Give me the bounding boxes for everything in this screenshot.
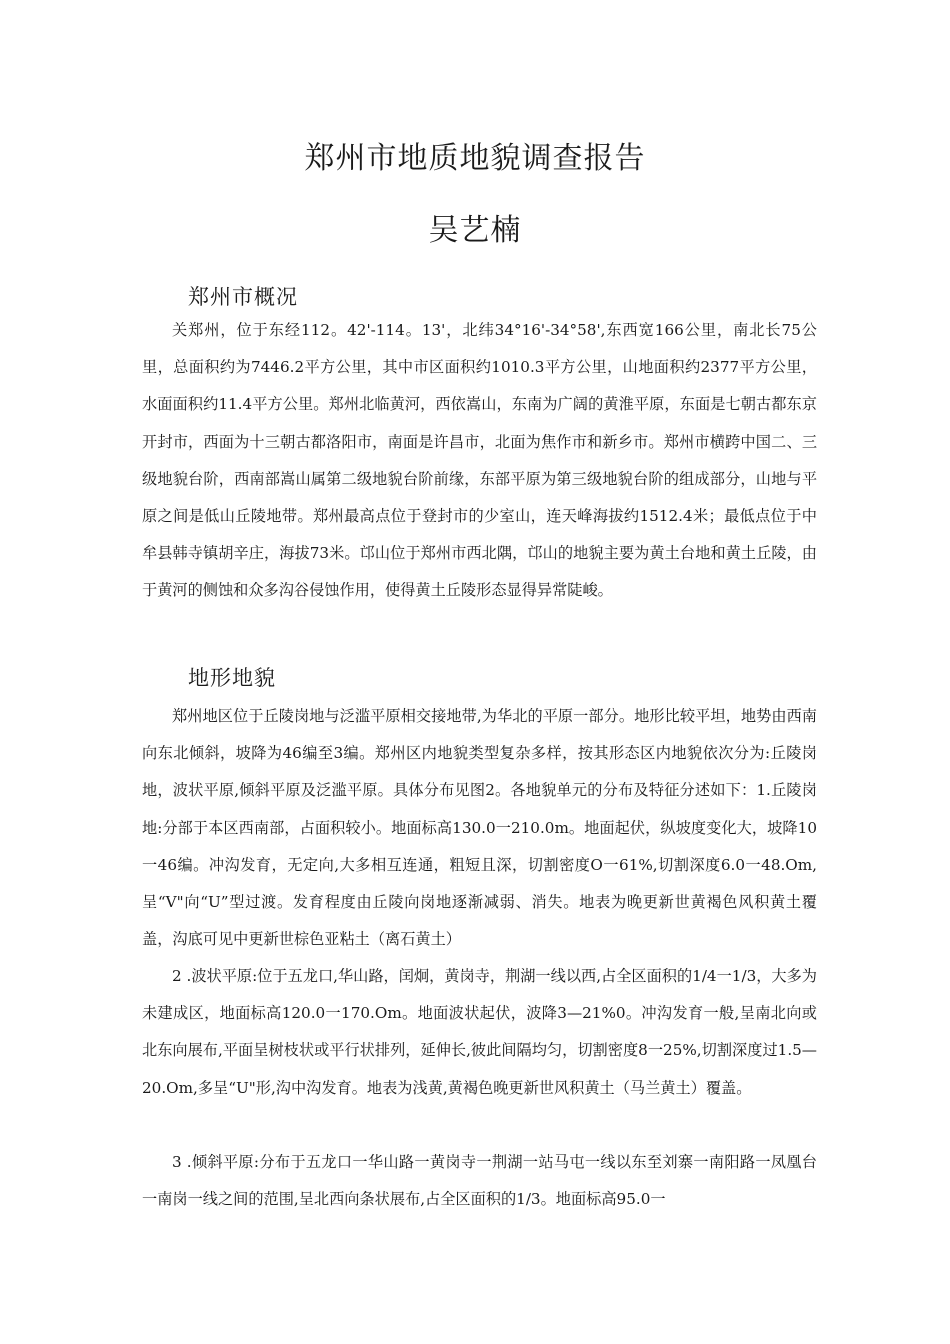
- paragraph-landform-intro: 郑州地区位于丘陵岗地与泛滥平原相交接地带,为华北的平原一部分。地形比较平坦，地势由西南向东北倾斜，坡降为46编至3编。郑州区内地貌类型复杂多样，按其形态区内地貌依次分为:丘陵岗地，波状平原,倾斜平原及泛滥平原。具体分布见图2。各地貌单元的分布及特征分述如下：1.丘陵岗地:分部于本区西南部，占面积较小。地面标高130.0一210.0m。地面起伏，纵坡度变化大，坡降10一46编。冲沟发育，无定向,大多相互连通，粗短且深，切割密度O一61%,切割深度6.0一48.Om,呈“V"向“U”型过渡。发育程度由丘陵向岗地逐渐减弱、消失。地表为晚更新世黄褐色风积黄土覆盖，沟底可见中更新世棕色亚粘土（离石黄土）: [142, 707, 817, 949]
- document-author: 吴艺楠: [428, 213, 522, 248]
- paragraph-sloping-plain: 3 .倾斜平原:分布于五龙口一华山路一黄岗寺一荆湖一站马屯一线以东至刘寨一南阳路一凤凰台一南岗一线之间的范围,呈北西向条状展布,占全区面积的1/3。地面标高95.0一: [142, 1153, 817, 1209]
- document-title: 郑州市地质地貌调查报告: [304, 141, 646, 176]
- section-heading-overview: 郑州市概况: [188, 285, 298, 309]
- section-heading-landform: 地形地貌: [188, 666, 276, 690]
- paragraph-wavy-plain: 2 .波状平原:位于五龙口,华山路，闰炯，黄岗寺，荆湖一线以西,占全区面积的1/4一1/3，大多为未建成区，地面标高120.0一170.Om。地面波状起伏，波降3—21%0。冲沟发育一般,呈南北向或北东向展布,平面呈树枝状或平行状排列，延伸长,彼此间隔均匀，切割密度8一25%,切割深度过1.5—20.Om,多呈“U"形,沟中沟发育。地表为浅黄,黄褐色晚更新世风积黄土（马兰黄土）覆盖。: [142, 967, 817, 1097]
- paragraph-overview: 关郑州，位于东经112。42'-114。13'，北纬34°16'-34°58',东西宽166公里，南北长75公里，总面积约为7446.2平方公里，其中市区面积约1010.3平方公里，山地面积约2377平方公里，水面面积约11.4平方公里。郑州北临黄河，西依嵩山，东南为广阔的黄淮平原，东面是七朝古都东京开封市，西面为十三朝古都洛阳市，南面是许昌市，北面为焦作市和新乡市。郑州市横跨中国二、三级地貌台阶，西南部嵩山属第二级地貌台阶前缘，东部平原为第三级地貌台阶的组成部分，山地与平原之间是低山丘陵地带。郑州最高点位于登封市的少室山，连天峰海拔约1512.4米；最低点位于中牟县韩寺镇胡辛庄，海拔73米。邙山位于郑州市西北隅，邙山的地貌主要为黄土台地和黄土丘陵，由于黄河的侧蚀和众多沟谷侵蚀作用，使得黄土丘陵形态显得异常陡峻。: [142, 321, 817, 600]
